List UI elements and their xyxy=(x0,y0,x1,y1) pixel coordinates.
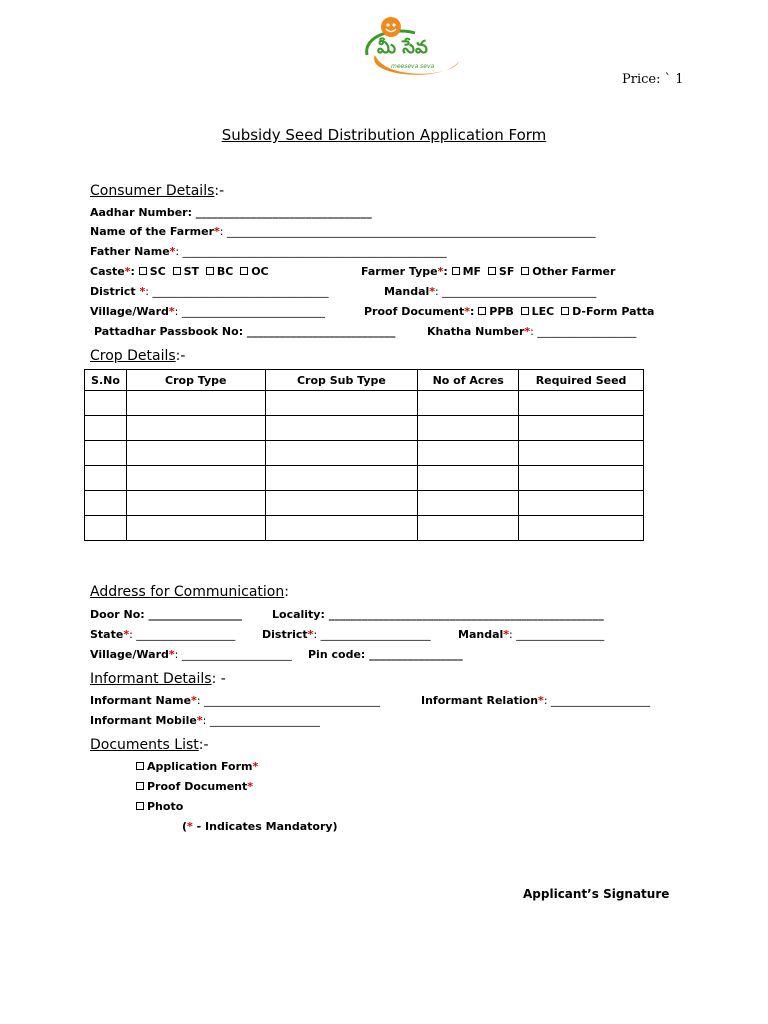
table-row xyxy=(85,491,644,516)
table-cell[interactable] xyxy=(265,416,418,441)
khatha-field[interactable]: Khatha Number*: __________________ xyxy=(427,325,637,338)
farmer-type-field: Farmer Type*: MF SF Other Farmer xyxy=(361,265,616,278)
passbook-field[interactable]: Pattadhar Passbook No: ___________________________ xyxy=(94,325,396,338)
table-cell[interactable] xyxy=(85,441,127,466)
door-no-field[interactable]: Door No: _________________ xyxy=(90,608,242,621)
table-cell[interactable] xyxy=(519,466,644,491)
address-mandal-field[interactable]: Mandal*: ________________ xyxy=(458,628,605,641)
table-cell[interactable] xyxy=(126,416,265,441)
caste-field: Caste*: SC ST BC OC xyxy=(90,265,269,278)
logo-tagline: meeseva seva xyxy=(391,63,435,70)
checkbox-lec[interactable] xyxy=(521,307,529,315)
doc-item-proof-document: Proof Document* xyxy=(136,780,253,793)
col-crop-type: Crop Type xyxy=(126,370,265,391)
table-cell[interactable] xyxy=(519,491,644,516)
price-label: Price: ` 1 xyxy=(622,72,684,87)
col-no-of-acres: No of Acres xyxy=(418,370,519,391)
table-cell[interactable] xyxy=(265,491,418,516)
mandal-field[interactable]: Mandal*: ____________________________ xyxy=(384,285,597,298)
table-cell[interactable] xyxy=(126,391,265,416)
doc-item-application-form: Application Form* xyxy=(136,760,258,773)
aadhar-field[interactable]: Aadhar Number: ________________________________ xyxy=(90,206,372,219)
table-cell[interactable] xyxy=(85,516,127,541)
checkbox-mf[interactable] xyxy=(452,267,460,275)
applicant-signature-label: Applicant’s Signature xyxy=(523,887,670,901)
checkbox-other-farmer[interactable] xyxy=(521,267,529,275)
village-field[interactable]: Village/Ward*: __________________________ xyxy=(90,305,325,318)
table-cell[interactable] xyxy=(519,441,644,466)
pin-code-field[interactable]: Pin code: _________________ xyxy=(308,648,463,661)
checkbox-oc[interactable] xyxy=(240,267,248,275)
table-cell[interactable] xyxy=(418,516,519,541)
locality-field[interactable]: Locality: __________________________________________________ xyxy=(272,608,604,621)
proof-document-field: Proof Document*: PPB LEC D-Form Patta xyxy=(364,305,655,318)
table-row xyxy=(85,391,644,416)
address-heading: Address for Communication: xyxy=(90,584,289,600)
father-name-field[interactable]: Father Name*: ________________________________________________ xyxy=(90,245,447,258)
table-cell[interactable] xyxy=(418,491,519,516)
page-title: Subsidy Seed Distribution Application Form xyxy=(221,126,547,144)
doc-item-photo: Photo xyxy=(136,800,183,813)
farmer-name-field[interactable]: Name of the Farmer*: ___________________________________________________________________ xyxy=(90,225,596,238)
logo-script: మీ సేవ xyxy=(377,37,428,58)
crop-heading: Crop Details:- xyxy=(90,348,186,364)
address-district-field[interactable]: District*: ____________________ xyxy=(262,628,431,641)
col-sno: S.No xyxy=(85,370,127,391)
checkbox-proof-document[interactable] xyxy=(136,782,144,790)
table-cell[interactable] xyxy=(85,491,127,516)
table-row xyxy=(85,466,644,491)
table-cell[interactable] xyxy=(418,466,519,491)
informant-heading: Informant Details: - xyxy=(90,671,226,687)
table-cell[interactable] xyxy=(265,441,418,466)
crop-table-body xyxy=(85,391,644,541)
table-cell[interactable] xyxy=(418,416,519,441)
state-field[interactable]: State*: __________________ xyxy=(90,628,236,641)
table-cell[interactable] xyxy=(85,466,127,491)
table-cell[interactable] xyxy=(126,466,265,491)
table-cell[interactable] xyxy=(265,516,418,541)
mandatory-note: (* - Indicates Mandatory) xyxy=(182,820,338,833)
crop-table xyxy=(84,369,644,541)
consumer-heading: Consumer Details:- xyxy=(90,183,225,199)
table-row xyxy=(85,416,644,441)
table-cell[interactable] xyxy=(126,516,265,541)
meeseva-logo xyxy=(355,15,467,85)
informant-relation-field[interactable]: Informant Relation*: __________________ xyxy=(421,694,651,707)
table-cell[interactable] xyxy=(265,391,418,416)
table-row xyxy=(85,516,644,541)
table-cell[interactable] xyxy=(85,416,127,441)
table-row xyxy=(85,441,644,466)
checkbox-photo[interactable] xyxy=(136,802,144,810)
crop-table-header xyxy=(85,370,644,391)
checkbox-bc[interactable] xyxy=(206,267,214,275)
table-cell[interactable] xyxy=(519,516,644,541)
table-cell[interactable] xyxy=(418,391,519,416)
table-cell[interactable] xyxy=(418,441,519,466)
table-cell[interactable] xyxy=(85,391,127,416)
address-village-field[interactable]: Village/Ward*: ____________________ xyxy=(90,648,292,661)
table-cell[interactable] xyxy=(519,416,644,441)
table-cell[interactable] xyxy=(519,391,644,416)
documents-heading: Documents List:- xyxy=(90,737,209,753)
district-field[interactable]: District *: ________________________________ xyxy=(90,285,329,298)
table-cell[interactable] xyxy=(126,441,265,466)
informant-name-field[interactable]: Informant Name*: ________________________________ xyxy=(90,694,381,707)
checkbox-d-form-patta[interactable] xyxy=(561,307,569,315)
checkbox-sc[interactable] xyxy=(139,267,147,275)
checkbox-sf[interactable] xyxy=(488,267,496,275)
checkbox-ppb[interactable] xyxy=(478,307,486,315)
table-cell[interactable] xyxy=(265,466,418,491)
informant-mobile-field[interactable]: Informant Mobile*: ____________________ xyxy=(90,714,320,727)
checkbox-st[interactable] xyxy=(173,267,181,275)
col-crop-sub-type: Crop Sub Type xyxy=(265,370,418,391)
checkbox-application-form[interactable] xyxy=(136,762,144,770)
table-cell[interactable] xyxy=(126,491,265,516)
col-required-seed: Required Seed xyxy=(519,370,644,391)
